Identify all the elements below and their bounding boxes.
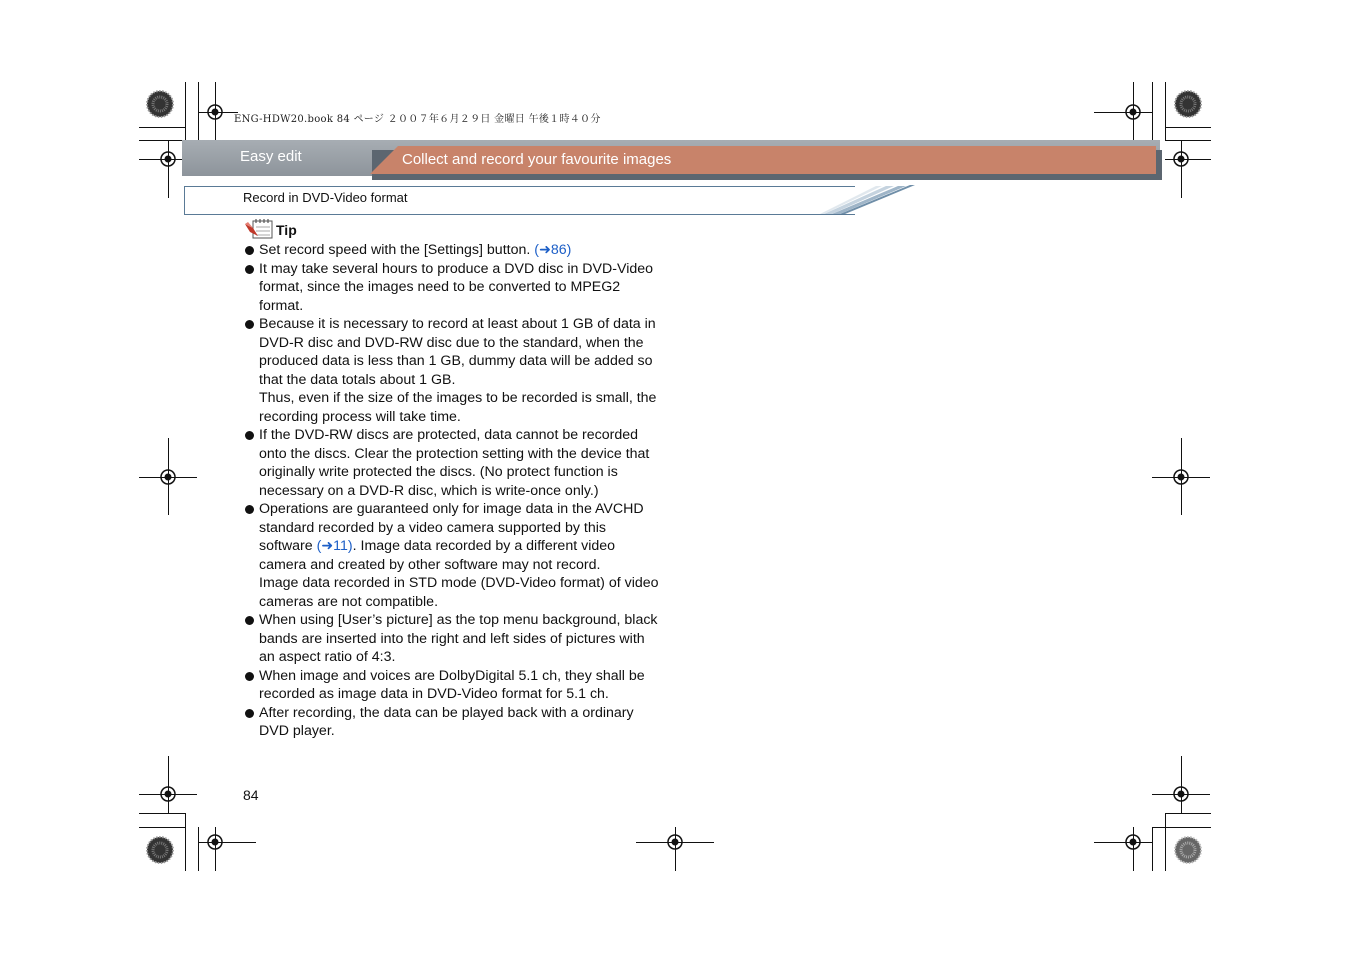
tip-continuation: Thus, even if the size of the images to be recorded is small, the recording process will take time. — [259, 390, 657, 425]
registration-mark-icon — [204, 101, 226, 123]
tip-text: After recording, the data can be played back with a ordinary DVD player. — [259, 704, 634, 739]
tip-text: Operations are guaranteed only for image data in the AVCHD standard recorded by a video camera supported by this software — [259, 501, 644, 554]
subsection-title: Collect and record your favourite images — [402, 151, 672, 168]
color-target-icon — [145, 835, 175, 865]
tip-text: When image and voices are DolbyDigital 5.1 ch, they shall be recorded as image data in DVD-Video format for 5.1 ch. — [259, 667, 645, 702]
registration-mark-icon — [157, 783, 179, 805]
section-title: Easy edit — [240, 148, 302, 165]
list-item — [243, 426, 663, 500]
breadcrumb: Record in DVD-Video format — [243, 190, 408, 205]
registration-mark-icon — [1170, 783, 1192, 805]
list-item — [243, 704, 663, 741]
tip-text: Because it is necessary to record at least about 1 GB of data in DVD-R disc and DVD-RW disc due to the standard, when the produced data is less than 1 GB, dummy data will be added so that the data totals about 1 GB. — [259, 316, 656, 388]
breadcrumb-stripe-decoration — [820, 185, 915, 215]
tip-continuation: Image data recorded in STD mode (DVD-Video format) of video cameras are not compatible. — [259, 575, 659, 610]
registration-mark-icon — [204, 831, 226, 853]
tip-text: When using [User’s picture] as the top menu background, black bands are inserted into the right and left sides of pictures with an aspect ratio of 4:3. — [259, 612, 658, 665]
registration-mark-icon — [157, 466, 179, 488]
list-item — [243, 315, 663, 426]
list-item — [243, 260, 663, 316]
color-target-icon — [1173, 89, 1203, 119]
page-reference-link[interactable]: (➜11) — [316, 538, 353, 554]
list-item — [243, 667, 663, 704]
registration-mark-icon — [1122, 831, 1144, 853]
tip-notepad-icon — [244, 218, 274, 240]
tip-text: If the DVD-RW discs are protected, data cannot be recorded onto the discs. Clear the protection setting with the device that originally write protected the discs. (No protect function is necessary on a DVD-R disc, which is write-once only.) — [259, 427, 650, 499]
color-target-icon — [145, 89, 175, 119]
tip-text-after: . Image data recorded by a different video camera and created by other software may not record. — [259, 538, 616, 573]
tip-list — [243, 241, 663, 741]
registration-mark-icon — [664, 831, 686, 853]
tip-title: Tip — [276, 222, 297, 238]
registration-mark-icon — [157, 148, 179, 170]
registration-mark-icon — [1122, 101, 1144, 123]
tip-text: It may take several hours to produce a DVD disc in DVD-Video format, since the images need to be converted to MPEG2 format. — [259, 260, 654, 314]
registration-mark-icon — [1170, 466, 1192, 488]
list-item — [243, 500, 663, 611]
list-item — [243, 241, 663, 260]
page-reference-link[interactable]: (➜86) — [534, 242, 572, 258]
page-number: 84 — [243, 787, 259, 803]
registration-mark-icon — [1170, 148, 1192, 170]
color-target-icon — [1173, 835, 1203, 865]
book-info: ENG-HDW20.book 84 ページ ２００７年６月２９日 金曜日 午後１時４０分 — [234, 114, 601, 125]
list-item — [243, 611, 663, 667]
tip-text: Set record speed with the [Settings] button. — [259, 242, 535, 258]
